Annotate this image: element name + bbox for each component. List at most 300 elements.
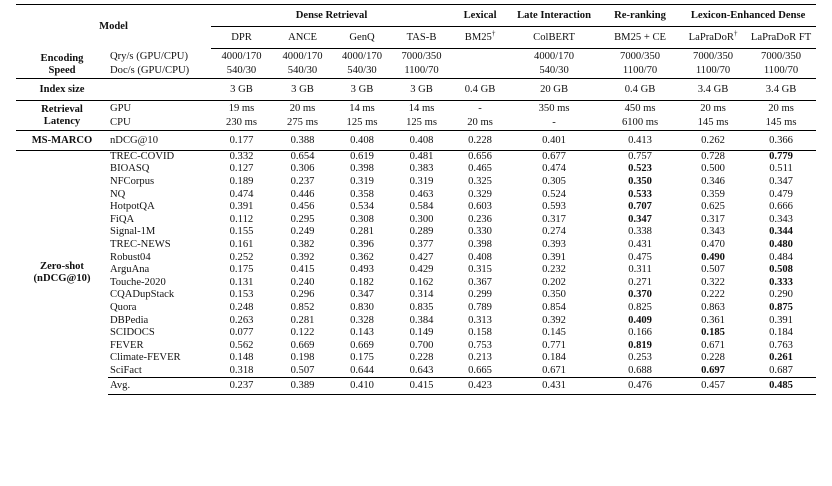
value-cell: 0.671 (542, 364, 566, 376)
value-cell: 0.665 (468, 364, 492, 376)
value-cell: 0.077 (229, 327, 254, 339)
value-cell: 0.318 (229, 364, 254, 376)
value-cell: 0.189 (229, 175, 254, 187)
row-label: Doc/s (GPU/CPU) (110, 65, 190, 77)
value-cell: 540/30 (539, 65, 569, 77)
model-name-header: BM25† (452, 27, 508, 49)
value-cell: 0.480 (769, 238, 793, 250)
value-cell: 0.677 (508, 151, 600, 164)
dagger-mark: † (491, 28, 496, 37)
table-row (16, 352, 816, 365)
value-cell: 0.687 (769, 364, 793, 376)
value-cell: - (452, 101, 508, 117)
row-label: GPU (108, 101, 211, 117)
value-cell: 0.329 (468, 188, 492, 200)
value-cell: 0.370 (628, 289, 652, 301)
table-row (16, 327, 816, 340)
value-cell: 230 ms (226, 117, 257, 129)
model-name-header: ColBERT (508, 27, 600, 49)
value-cell: 125 ms (346, 117, 378, 129)
table-row (16, 151, 816, 164)
model-name-header: LaPraDoR FT (746, 27, 816, 49)
value-cell: 0.643 (409, 364, 434, 376)
value-cell: 0.315 (468, 264, 492, 276)
value-cell: 0.281 (350, 226, 374, 238)
group-lexical: Lexical (452, 5, 508, 27)
value-cell: 0.263 (229, 314, 254, 326)
value-cell: 0.384 (409, 314, 434, 326)
value-cell: 0.474 (542, 163, 566, 175)
value-cell: 0.153 (229, 289, 254, 301)
dagger-mark: † (733, 28, 738, 37)
value-cell: 540/30 (287, 65, 318, 77)
value-cell: 0.413 (600, 131, 680, 151)
dataset-label: SciFact (110, 364, 142, 376)
value-cell: 0.408 (391, 131, 452, 151)
value-cell: 0.669 (290, 339, 315, 351)
encoding-speed-label (16, 49, 108, 79)
value-cell: 0.332 (211, 151, 272, 164)
retrieval-latency-label-line2: Latency (43, 115, 81, 127)
value-cell: 0.507 (701, 264, 725, 276)
dataset-label: FEVER (110, 339, 144, 351)
table-row (16, 188, 816, 201)
value-cell: 0.222 (701, 289, 725, 301)
value-cell: 0.656 (452, 151, 508, 164)
dataset-label: FiQA (110, 213, 135, 225)
value-cell: 0.158 (468, 327, 492, 339)
value-cell: 0.274 (542, 226, 566, 238)
table-row (16, 264, 816, 277)
value-cell: 0.603 (468, 201, 492, 213)
value-cell: 0.408 (468, 251, 492, 263)
table-row (16, 276, 816, 289)
value-cell: 0.166 (628, 327, 652, 339)
value-cell: 0.306 (290, 163, 315, 175)
value-cell: 0.396 (350, 238, 374, 250)
value-cell: 0.463 (409, 188, 434, 200)
value-cell: 0.343 (701, 226, 725, 238)
value-cell: 0.415 (391, 377, 452, 394)
value-cell: 0.666 (769, 201, 793, 213)
value-cell: 0.697 (701, 364, 725, 376)
value-cell: 0.852 (290, 301, 315, 313)
value-cell: 0.350 (628, 175, 652, 187)
value-cell: 20 ms (467, 117, 493, 129)
table-row (16, 101, 816, 117)
value-cell: 0.779 (746, 151, 816, 164)
value-cell: 0.500 (701, 163, 725, 175)
model-name-header: ANCE (272, 27, 333, 49)
row-label: nDCG@10 (108, 131, 211, 151)
value-cell: 0.728 (680, 151, 746, 164)
table-row (16, 226, 816, 239)
value-cell: 0.474 (229, 188, 254, 200)
table-row (16, 239, 816, 252)
value-cell: 0.707 (628, 201, 652, 213)
value-cell: 0.313 (468, 314, 492, 326)
value-cell: 0.347 (350, 289, 374, 301)
value-cell: 0.202 (542, 276, 566, 288)
value-cell: 0.392 (290, 251, 315, 263)
value-cell: 0.237 (211, 377, 272, 394)
table-row (16, 65, 816, 79)
value-cell: 0.249 (290, 226, 315, 238)
value-cell: 0.415 (290, 264, 315, 276)
value-cell: 0.319 (409, 175, 434, 187)
value-cell: 3 GB (211, 79, 272, 101)
value-cell: 1100/70 (404, 65, 439, 77)
value-cell: 0.408 (333, 131, 391, 151)
value-cell: 20 ms (680, 101, 746, 117)
value-cell: 0.479 (769, 188, 793, 200)
results-table (16, 4, 816, 395)
value-cell: 0.308 (350, 213, 374, 225)
value-cell: 350 ms (508, 101, 600, 117)
value-cell: 0.262 (680, 131, 746, 151)
value-cell: 0.481 (391, 151, 452, 164)
value-cell: 0.300 (409, 213, 434, 225)
value-cell: 0.475 (628, 251, 652, 263)
value-cell: 0.182 (350, 276, 374, 288)
value-cell: 0.314 (409, 289, 434, 301)
value-cell: 3 GB (391, 79, 452, 101)
group-re-ranking: Re-ranking (600, 5, 680, 27)
table-row (16, 131, 816, 151)
value-cell: 0.162 (409, 276, 434, 288)
dataset-label: NFCorpus (110, 175, 155, 187)
value-cell: 0.431 (628, 238, 652, 250)
group-lexicon-enhanced-dense: Lexicon-Enhanced Dense (680, 5, 816, 27)
value-cell: 0.465 (468, 163, 492, 175)
value-cell: 0.700 (409, 339, 434, 351)
retrieval-latency-label-line1: Retrieval (41, 103, 83, 115)
zero-shot-label-line1: Zero-shot (40, 260, 84, 272)
value-cell: 20 ms (746, 101, 816, 117)
table-row (16, 251, 816, 264)
value-cell: 0.184 (769, 327, 793, 339)
value-cell: 0.347 (769, 175, 793, 187)
table-row (16, 339, 816, 352)
value-cell: 0.295 (290, 213, 315, 225)
retrieval-latency-label (16, 101, 108, 131)
value-cell: 275 ms (287, 117, 318, 129)
value-cell: 0.112 (229, 213, 254, 225)
value-cell: 0.131 (229, 276, 254, 288)
value-cell: 14 ms (391, 101, 452, 117)
value-cell: 0.366 (746, 131, 816, 151)
value-cell: 0.148 (229, 352, 254, 364)
table-row (16, 289, 816, 302)
value-cell: 0.863 (701, 301, 725, 313)
value-cell: 0.377 (409, 238, 434, 250)
value-cell: 7000/350 (693, 50, 734, 62)
value-cell: 0.175 (229, 264, 254, 276)
value-cell: 0.654 (272, 151, 333, 164)
value-cell: 0.409 (628, 314, 652, 326)
value-cell: 0.347 (628, 213, 652, 225)
value-cell: 0.593 (542, 201, 566, 213)
value-cell: 0.391 (769, 314, 793, 326)
value-cell: 0.835 (409, 301, 434, 313)
value-cell: 0.671 (701, 339, 725, 351)
value-cell: 3.4 GB (746, 79, 816, 101)
value-cell: 0.562 (229, 339, 254, 351)
value-cell: 0.319 (350, 175, 374, 187)
value-cell: 0.271 (628, 276, 652, 288)
value-cell: 0.228 (701, 352, 725, 364)
value-cell (452, 49, 508, 65)
value-cell: 0.524 (542, 188, 566, 200)
value-cell: 540/30 (226, 65, 257, 77)
value-cell: 0.511 (769, 163, 793, 175)
row-label: CPU (110, 117, 131, 129)
value-cell: 0.854 (542, 301, 566, 313)
dataset-label: NQ (110, 188, 126, 200)
value-cell: 0.456 (290, 201, 315, 213)
value-cell: 0.423 (452, 377, 508, 394)
table-row (16, 314, 816, 327)
value-cell: 0.317 (542, 213, 566, 225)
value-cell: 0.338 (628, 226, 652, 238)
value-cell: 1100/70 (622, 65, 658, 77)
value-cell: 0.253 (628, 352, 652, 364)
value-cell: 20 GB (508, 79, 600, 101)
value-cell: 0.185 (701, 327, 725, 339)
encoding-speed-label-line2: Speed (48, 64, 76, 76)
value-cell: 0.584 (409, 201, 434, 213)
zero-shot-label-line2: (nDCG@10) (33, 272, 91, 284)
value-cell: 0.757 (600, 151, 680, 164)
value-cell: 145 ms (765, 117, 797, 129)
value-cell: 0.875 (769, 301, 793, 313)
table-row (16, 377, 816, 394)
value-cell: 0.325 (468, 175, 492, 187)
value-cell: 1100/70 (695, 65, 731, 77)
value-cell: 0.240 (290, 276, 315, 288)
value-cell: 0.127 (229, 163, 254, 175)
group-dense-retrieval: Dense Retrieval (211, 5, 452, 27)
value-cell: 0.228 (409, 352, 434, 364)
value-cell: 450 ms (600, 101, 680, 117)
value-cell: 3 GB (333, 79, 391, 101)
value-cell: 125 ms (406, 117, 437, 129)
value-cell: 0.299 (468, 289, 492, 301)
value-cell: 540/30 (347, 65, 377, 77)
value-cell: 0.261 (769, 352, 793, 364)
value-cell: 0.398 (468, 238, 492, 250)
value-cell: 0.392 (542, 314, 566, 326)
value-cell: 0.252 (229, 251, 254, 263)
value-cell: 0.322 (701, 276, 725, 288)
value-cell: 0.644 (350, 364, 374, 376)
value-cell: 4000/170 (341, 50, 383, 62)
value-cell: 0.523 (628, 163, 652, 175)
value-cell: 0.184 (542, 352, 566, 364)
value-cell: 0.177 (211, 131, 272, 151)
value-cell: 0.248 (229, 301, 254, 313)
dataset-label: Quora (110, 301, 137, 313)
model-name-header: LaPraDoR† (680, 27, 746, 49)
value-cell: 0.398 (350, 163, 374, 175)
value-cell: 0.236 (468, 213, 492, 225)
table-body (16, 49, 816, 395)
value-cell: 0.290 (769, 289, 793, 301)
value-cell (452, 65, 508, 79)
dataset-label: CQADupStack (110, 289, 175, 301)
row-label: Qry/s (GPU/CPU) (110, 50, 188, 62)
value-cell: 3.4 GB (680, 79, 746, 101)
ms-marco-label: MS-MARCO (16, 131, 108, 151)
row-label (108, 79, 211, 101)
value-cell: 0.145 (542, 327, 566, 339)
dataset-label: TREC-NEWS (110, 238, 171, 250)
value-cell: 0.825 (628, 301, 652, 313)
value-cell: 0.485 (746, 377, 816, 394)
value-cell: 0.401 (508, 131, 600, 151)
value-cell: 0.198 (290, 352, 315, 364)
dataset-label: ArguAna (110, 264, 150, 276)
table-row (16, 79, 816, 101)
index-size-label: Index size (16, 79, 108, 101)
value-cell: 0.391 (229, 201, 254, 213)
value-cell: 0.789 (468, 301, 492, 313)
dataset-label: TREC-COVID (108, 151, 211, 164)
value-cell: 14 ms (333, 101, 391, 117)
model-name-header: TAS-B (391, 27, 452, 49)
value-cell: 4000/170 (221, 50, 262, 62)
value-cell: 0.410 (333, 377, 391, 394)
model-name-header: GenQ (333, 27, 391, 49)
value-cell: 0.228 (452, 131, 508, 151)
value-cell: 0.688 (628, 364, 652, 376)
table-row (16, 201, 816, 214)
value-cell: 20 ms (272, 101, 333, 117)
dataset-label: Robust04 (110, 251, 151, 263)
value-cell: 0.753 (468, 339, 492, 351)
avg-label: Avg. (108, 377, 211, 394)
value-cell: 0.296 (290, 289, 315, 301)
value-cell: 0.350 (542, 289, 566, 301)
encoding-speed-label-line1: Encoding (40, 52, 84, 64)
value-cell: 7000/350 (761, 50, 802, 62)
value-cell: 0.4 GB (452, 79, 508, 101)
value-cell: 0.493 (350, 264, 374, 276)
value-cell: 0.508 (769, 264, 793, 276)
value-cell: - (552, 117, 556, 129)
value-cell: 0.305 (542, 175, 566, 187)
value-cell: 0.359 (701, 188, 725, 200)
value-cell: 0.311 (628, 264, 652, 276)
model-name-header: BM25 + CE (600, 27, 680, 49)
value-cell: 0.289 (409, 226, 434, 238)
value-cell: 4000/170 (282, 50, 323, 62)
value-cell: 0.328 (350, 314, 374, 326)
value-cell: 145 ms (697, 117, 729, 129)
value-cell: 0.358 (350, 188, 374, 200)
dataset-label: Signal-1M (110, 226, 156, 238)
value-cell: 0.361 (701, 314, 725, 326)
value-cell: 0.333 (769, 276, 793, 288)
value-cell: 0.281 (290, 314, 315, 326)
value-cell: 0.819 (628, 339, 652, 351)
table-row (16, 163, 816, 176)
value-cell: 1100/70 (763, 65, 799, 77)
table-row (16, 302, 816, 315)
value-cell: 0.383 (409, 163, 434, 175)
value-cell: 0.393 (542, 238, 566, 250)
value-cell: 3 GB (272, 79, 333, 101)
value-cell: 0.4 GB (600, 79, 680, 101)
value-cell: 0.669 (350, 339, 374, 351)
value-cell: 0.429 (409, 264, 434, 276)
dataset-label: Touche-2020 (110, 276, 166, 288)
value-cell: 0.427 (409, 251, 434, 263)
value-cell: 0.476 (600, 377, 680, 394)
value-cell: 0.484 (769, 251, 793, 263)
value-cell: 0.490 (701, 251, 725, 263)
value-cell: 0.175 (350, 352, 374, 364)
dataset-label: HotpotQA (110, 201, 155, 213)
dataset-label: BIOASQ (110, 163, 150, 175)
model-header: Model (16, 5, 211, 49)
value-cell: 0.343 (769, 213, 793, 225)
table-row (16, 365, 816, 378)
table-row (16, 49, 816, 65)
value-cell: 0.232 (542, 264, 566, 276)
value-cell: 0.619 (333, 151, 391, 164)
value-cell: 6100 ms (621, 117, 659, 129)
dataset-label: DBPedia (110, 314, 149, 326)
value-cell: 0.161 (229, 238, 254, 250)
value-cell: 0.431 (508, 377, 600, 394)
value-cell: 0.470 (701, 238, 725, 250)
value-cell: 0.391 (542, 251, 566, 263)
value-cell: 0.122 (290, 327, 315, 339)
value-cell: 0.382 (290, 238, 315, 250)
value-cell: 7000/350 (620, 50, 661, 62)
zero-shot-label (16, 151, 108, 395)
value-cell: 0.457 (680, 377, 746, 394)
value-cell: 0.830 (350, 301, 374, 313)
value-cell: 4000/170 (534, 50, 575, 62)
value-cell: 0.507 (290, 364, 315, 376)
table-row (16, 117, 816, 131)
value-cell: 0.625 (701, 201, 725, 213)
dataset-label: SCIDOCS (110, 327, 155, 339)
value-cell: 0.213 (468, 352, 492, 364)
value-cell: 0.446 (290, 188, 315, 200)
value-cell: 0.388 (272, 131, 333, 151)
dataset-label: Climate-FEVER (110, 352, 181, 364)
value-cell: 0.317 (701, 213, 725, 225)
value-cell: 0.237 (290, 175, 315, 187)
value-cell: 0.362 (350, 251, 374, 263)
value-cell: 0.763 (769, 339, 793, 351)
table-row (16, 176, 816, 189)
value-cell: 0.149 (409, 327, 434, 339)
value-cell: 7000/350 (401, 50, 442, 62)
value-cell: 0.155 (229, 226, 254, 238)
model-name-header: DPR (211, 27, 272, 49)
value-cell: 0.330 (468, 226, 492, 238)
table-row (16, 213, 816, 226)
value-cell: 19 ms (211, 101, 272, 117)
value-cell: 0.771 (542, 339, 566, 351)
value-cell: 0.344 (769, 226, 793, 238)
value-cell: 0.533 (628, 188, 652, 200)
value-cell: 0.534 (350, 201, 374, 213)
